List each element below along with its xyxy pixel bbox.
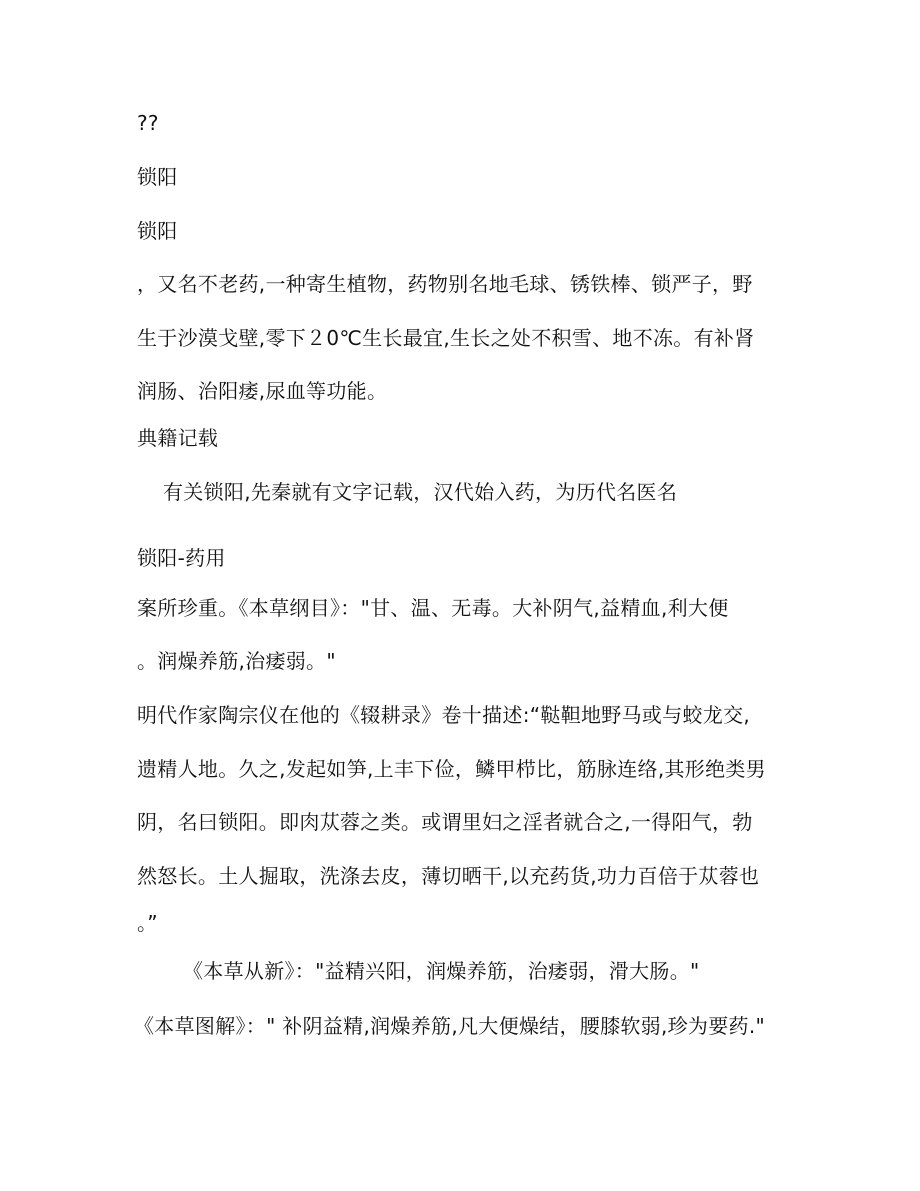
paragraph-line: 。” xyxy=(137,911,158,935)
paragraph-line: 。润燥养筋,治痿弱。" xyxy=(137,649,336,673)
title: 锁阳 xyxy=(137,165,178,189)
paragraph-line: 明代作家陶宗仪在他的《辍耕录》卷十描述:“鞑靼地野马或与蛟龙交, xyxy=(137,703,751,727)
paragraph-line: 有关锁阳,先秦就有文字记载，汉代始入药，为历代名医名 xyxy=(163,480,678,504)
quote-line: 《本草图解》：" 补阴益精,润燥养筋,凡大便燥结，腰膝软弱,珍为要药." xyxy=(134,1014,765,1038)
section-heading: 典籍记载 xyxy=(137,426,219,450)
paragraph-line: ，又名不老药,一种寄生植物，药物别名地毛球、锈铁棒、锁严子，野 xyxy=(137,272,753,296)
paragraph-line: 阴，名曰锁阳。即肉苁蓉之类。或谓里妇之淫者就合之,一得阳气，勃 xyxy=(137,810,753,834)
paragraph-line: 遗精人地。久之,发起如笋,上丰下俭，鳞甲栉比，筋脉连络,其形绝类男 xyxy=(137,757,766,781)
paragraph-line: 案所珍重。《本草纲目》："甘、温、无毒。大补阴气,益精血,利大便 xyxy=(137,596,729,620)
paragraph-line: 生于沙漠戈壁,零下２0℃生长最宜,生长之处不积雪、地不冻。有补肾 xyxy=(137,326,755,350)
image-caption: 锁阳-药用 xyxy=(137,546,226,570)
quote-line: 《本草从新》："益精兴阳，润燥养筋，治痿弱，滑大肠。" xyxy=(183,959,700,983)
paragraph-line: 润肠、治阳痿,尿血等功能。 xyxy=(137,379,388,403)
placeholder-text: ?? xyxy=(137,111,159,135)
subtitle: 锁阳 xyxy=(137,219,178,243)
paragraph-line: 然怒长。土人掘取，洗涤去皮，薄切晒干,以充药货,功力百倍于苁蓉也 xyxy=(137,864,760,888)
